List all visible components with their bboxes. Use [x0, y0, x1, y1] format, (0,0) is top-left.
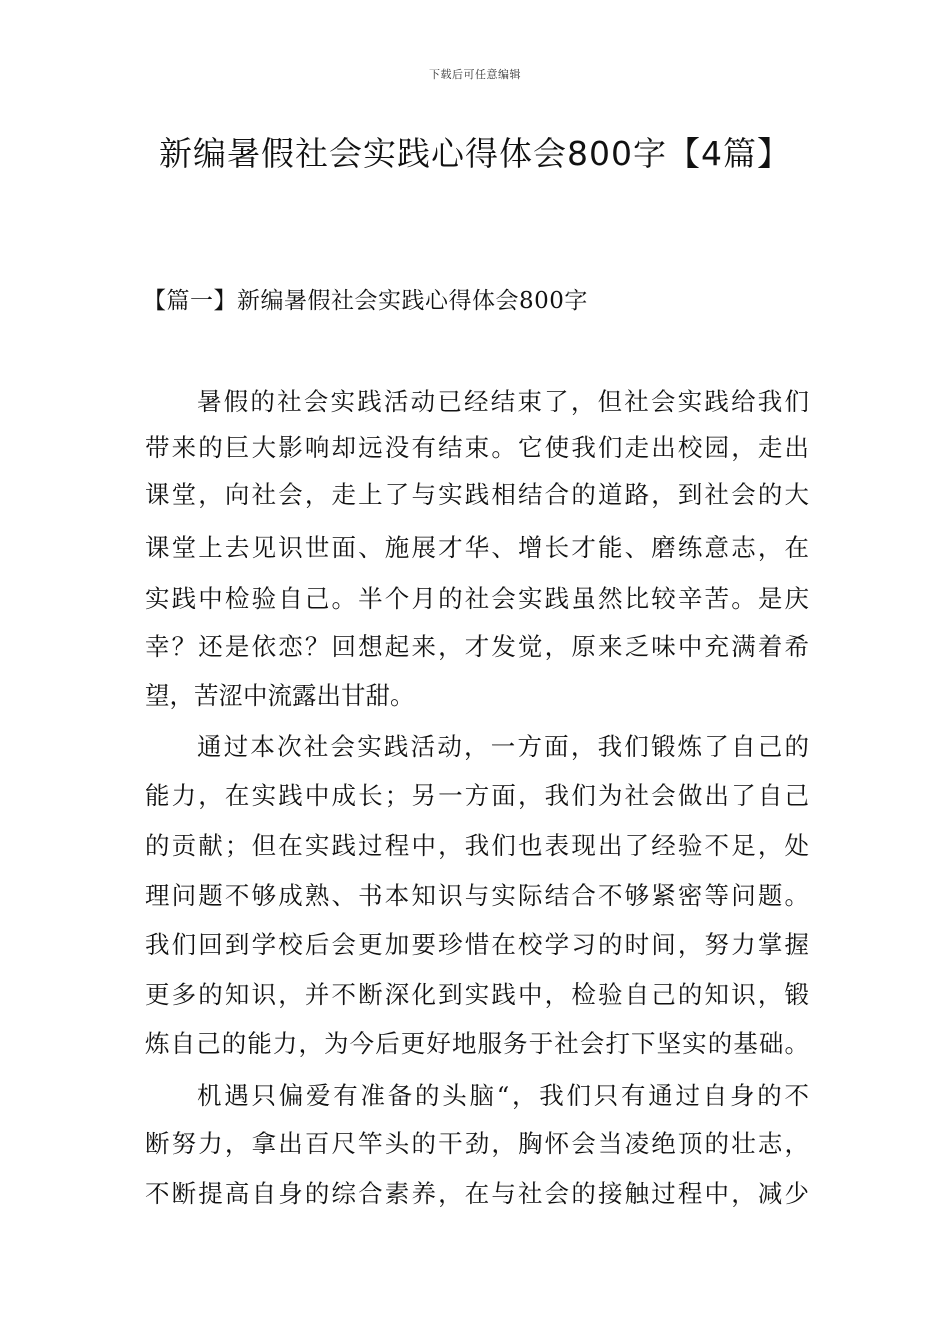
- paragraph-line: 更多的知识，并不断深化到实践中，检验自己的知识，锻: [145, 980, 809, 1009]
- paragraph-line: 课堂上去见识世面、施展才华、增长才能、磨练意志，在: [145, 533, 809, 562]
- paragraph-line: 课堂，向社会，走上了与实践相结合的道路，到社会的大: [145, 480, 809, 509]
- paragraph-line: 炼自己的能力，为今后更好地服务于社会打下坚实的基础。: [145, 1029, 809, 1058]
- paragraph-line: 断努力，拿出百尺竿头的干劲，胸怀会当凌绝顶的壮志，: [145, 1129, 809, 1158]
- paragraph-line: 幸？还是依恋？回想起来，才发觉，原来乏味中充满着希: [145, 632, 809, 661]
- paragraph-line: 通过本次社会实践活动，一方面，我们锻炼了自己的: [197, 732, 809, 761]
- paragraph-line: 能力，在实践中成长；另一方面，我们为社会做出了自己: [145, 781, 809, 810]
- paragraph-line: 我们回到学校后会更加要珍惜在校学习的时间，努力掌握: [145, 930, 809, 959]
- section-heading: 【篇一】新编暑假社会实践心得体会800字: [143, 288, 588, 314]
- paragraph-line: 理问题不够成熟、书本知识与实际结合不够紧密等问题。: [145, 881, 809, 910]
- paragraph-line: 带来的巨大影响却远没有结束。它使我们走出校园，走出: [145, 433, 809, 462]
- paragraph-line: 不断提高自身的综合素养，在与社会的接触过程中，减少: [145, 1179, 809, 1208]
- paragraph-line: 机遇只偏爱有准备的头脑“，我们只有通过自身的不: [197, 1081, 809, 1110]
- paragraph-line: 的贡献；但在实践过程中，我们也表现出了经验不足，处: [145, 831, 809, 860]
- header-note: 下载后可任意编辑: [429, 68, 521, 81]
- paragraph-line: 望，苦涩中流露出甘甜。: [145, 681, 415, 710]
- paragraph-line: 实践中检验自己。半个月的社会实践虽然比较辛苦。是庆: [145, 584, 809, 613]
- paragraph-line: 暑假的社会实践活动已经结束了，但社会实践给我们: [197, 387, 809, 416]
- document-title: 新编暑假社会实践心得体会800字【4篇】: [159, 134, 791, 173]
